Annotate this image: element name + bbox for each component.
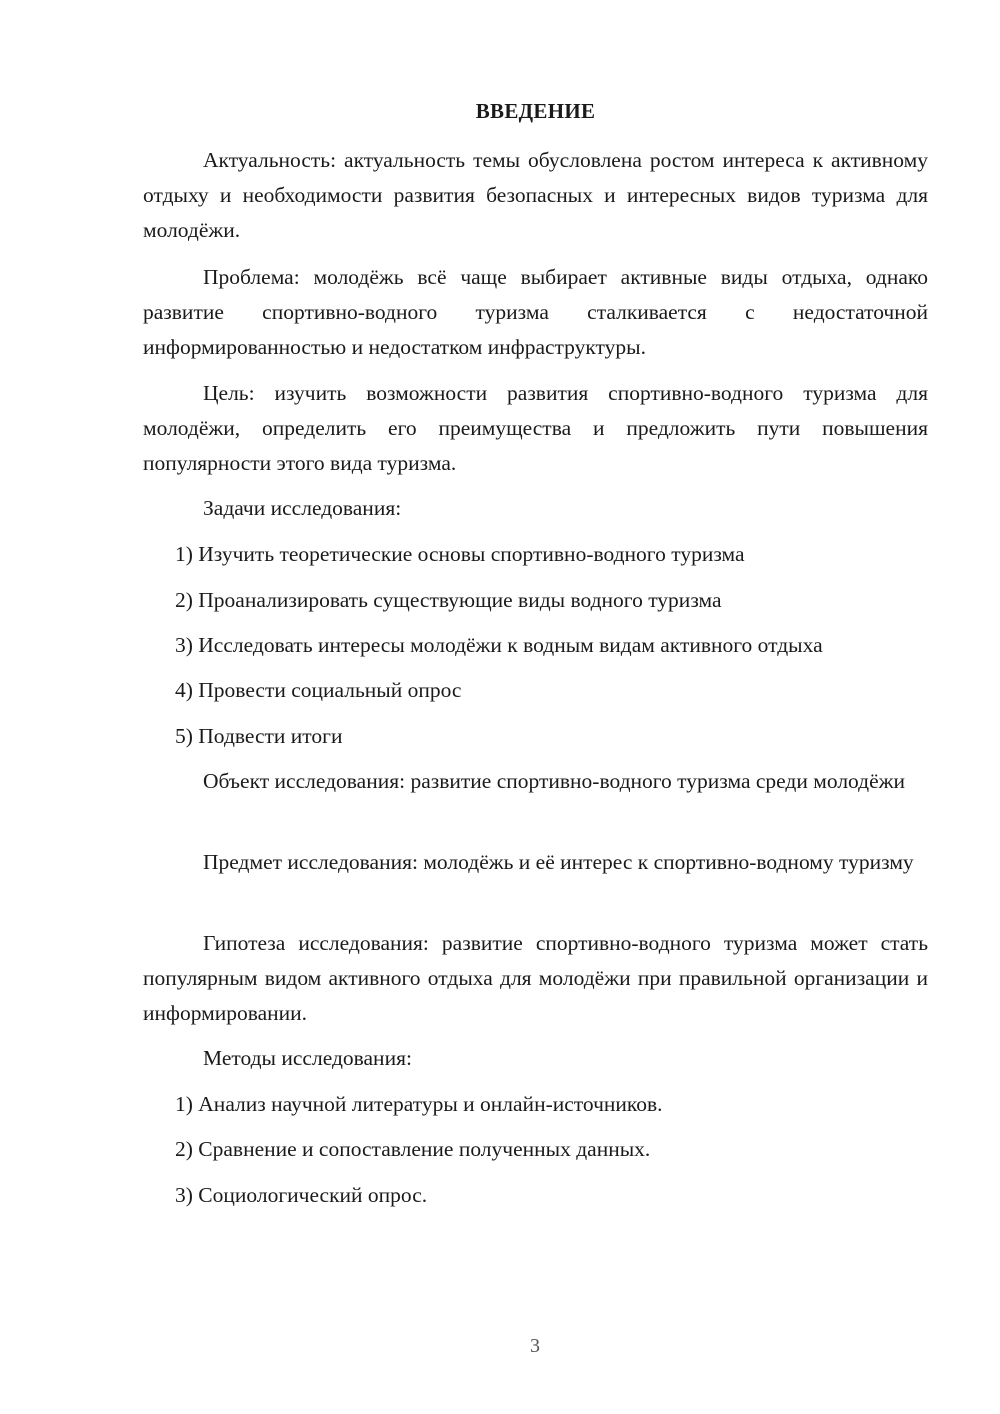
section-heading: ВВЕДЕНИЕ xyxy=(475,99,596,123)
methods-title: Методы исследования: xyxy=(203,1046,412,1070)
goal-paragraph: Цель: изучить возможности развития спортивно-водного туризма для молодёжи, определить его преимущества и предложить пути повышения популярности этого вида туризма. xyxy=(143,381,928,475)
method-item: 1) Анализ научной литературы и онлайн-источников. xyxy=(175,1092,663,1116)
task-item: 3) Исследовать интересы молодёжи к водным видам активного отдыха xyxy=(175,633,823,657)
method-item: 3) Социологический опрос. xyxy=(175,1183,428,1207)
task-item: 1) Изучить теоретические основы спортивно-водного туризма xyxy=(175,542,745,566)
hypothesis-paragraph: Гипотеза исследования: развитие спортивно-водного туризма может стать популярным видом активного отдыха для молодёжи при правильной организации и информировании. xyxy=(143,931,928,1025)
subject-paragraph: Предмет исследования: молодёжь и её интерес к спортивно-водному туризму xyxy=(203,850,914,874)
relevance-paragraph: Актуальность: актуальность темы обусловлена ростом интереса к активному отдыху и необходимости развития безопасных и интересных видов туризма для молодёжи. xyxy=(143,148,928,242)
method-item: 2) Сравнение и сопоставление полученных данных. xyxy=(175,1137,651,1161)
task-item: 2) Проанализировать существующие виды водного туризма xyxy=(175,588,722,612)
object-paragraph: Объект исследования: развитие спортивно-водного туризма среди молодёжи xyxy=(203,769,906,793)
task-item: 5) Подвести итоги xyxy=(175,724,343,748)
page-number: 3 xyxy=(530,1335,540,1357)
task-item: 4) Провести социальный опрос xyxy=(175,678,462,702)
tasks-title: Задачи исследования: xyxy=(203,496,402,520)
problem-paragraph: Проблема: молодёжь всё чаще выбирает активные виды отдыха, однако развитие спортивно-водного туризма сталкивается с недостаточной информированностью и недостатком инфраструктуры. xyxy=(143,265,928,359)
